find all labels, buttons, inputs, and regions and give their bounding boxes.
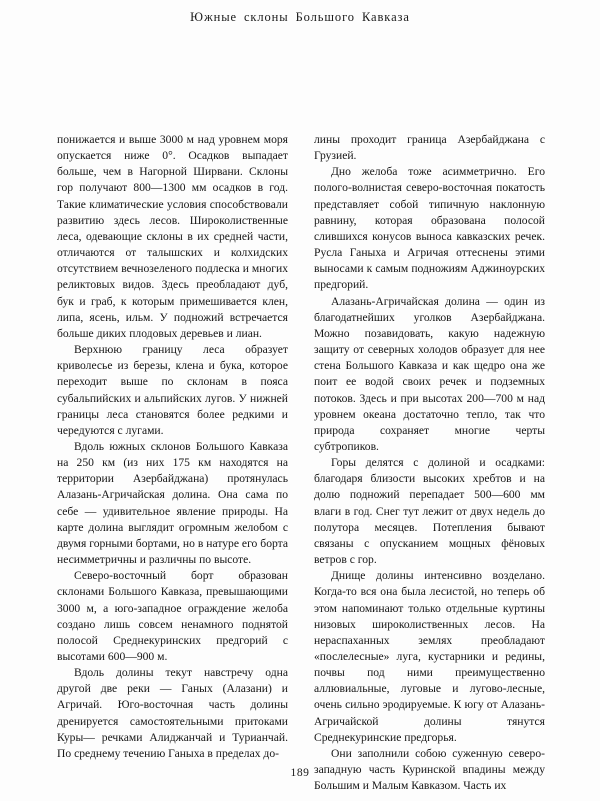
right-column — [314, 132, 545, 794]
paragraph: Алазань-Агричайская долина — один из благодатнейших уголков Азербайджана. Можно позавидовать, какую надежную защиту от северных холодов образует для нее стена Большого Кавказа и как щедро она же поит ее водой своих речек и подземных потоков. Здесь и при высотах 200—700 м над уровнем океана достаточно тепло, так что природа сохраняет многие черты субтропиков. — [314, 294, 545, 453]
paragraph: понижается и выше 3000 м над уровнем моря опускается ниже 0°. Осадков выпадает больше, чем в Нагорной Ширвани. Склоны гор получают 800—1300 мм осадков в год. Такие климатические условия способствовали развитию здесь лесов. Широколиственные леса, одевающие склоны в их средней части, отличаются от талышских и колхидских отсутствием вечнозеленого подлеска и многих реликтовых видов. Здесь преобладают дуб, бук и граб, к которым примешивается клен, липа, ясень, ильм. У подножий встречается больше диких плодовых деревьев и лиан. — [57, 133, 288, 340]
page-number: 189 — [290, 766, 310, 779]
paragraph: Верхнюю границу леса образует криволесье из березы, клена и бука, которое переходит выше по склонам в пояса субальпийских и альпийских лугов. У нижней границы леса становятся более редкими и чередуются с лугами. — [57, 343, 288, 437]
paragraph: Они заполнили собою суженную северо-западную часть Куринской впадины между Большим и Малым Кавказом. Часть их — [314, 746, 545, 793]
paragraph: Днище долины интенсивно возделано. Когда-то вся она была лесистой, но теперь об этом напоминают только отдельные куртины низовых широколиственных лесов. На нераспаханных землях преобладают «послелесные» луга, кустарники и редины, почвы под ними преимущественно аллювиальные, луговые и лугово-лесные, очень сильно эродируемые. К югу от Алазань-Агричайской долины тянутся Среднекуринские предгорья. — [314, 569, 545, 744]
paragraph: Дно желоба тоже асимметрично. Его пологo-волнистая северо-восточная покатость представляет собой типичную наклонную равнину, которая образована полосой слившихся конусов выноса кавказских речек. Русла Ганыха и Агричая оттеснены этими выносами к самым подножиям Аджиноурских предгорий. — [314, 165, 545, 292]
paragraph: Горы делятся с долиной и осадками: благодаря близости высоких хребтов и на долю подножий перепадает 500—600 мм влаги в год. Снег тут лежит от двух недель до полутора месяцев. Потепления бывают связаны с опусканием мощных фёновых ветров с гор. — [314, 456, 545, 567]
paragraph: Вдоль долины текут навстречу одна другой две реки — Ганых (Алазани) и Агричай. Юго-восточная часть долины дренируется самостоятельными притоками Куры— речками Алиджанчай и Турианчай. По среднему течению Ганыха в пределах до- — [57, 666, 288, 760]
left-column — [57, 132, 288, 762]
paragraph: лины проходит граница Азербайджана с Грузией. — [314, 133, 545, 163]
paragraph: Северо-восточный борт образован склонами Большого Кавказа, превышающими 3000 м, а юго-западное ограждение желоба создано лишь совсем ненамного поднятой полосой Среднекуринских предгорий с высотами 600—900 м. — [57, 569, 288, 663]
paragraph: Вдоль южных склонов Большого Кавказа на 250 км (из них 175 км находятся на территории Азербайджана) протянулась Алазань-Агричайская долина. Она сама по себе — удивительное явление природы. На карте долина выглядит огромным желобом с двумя горными бортами, но в натуре его борта несимметричны и различны по высоте. — [57, 439, 288, 567]
running-head: Южные склоны Большого Кавказа — [190, 10, 410, 24]
